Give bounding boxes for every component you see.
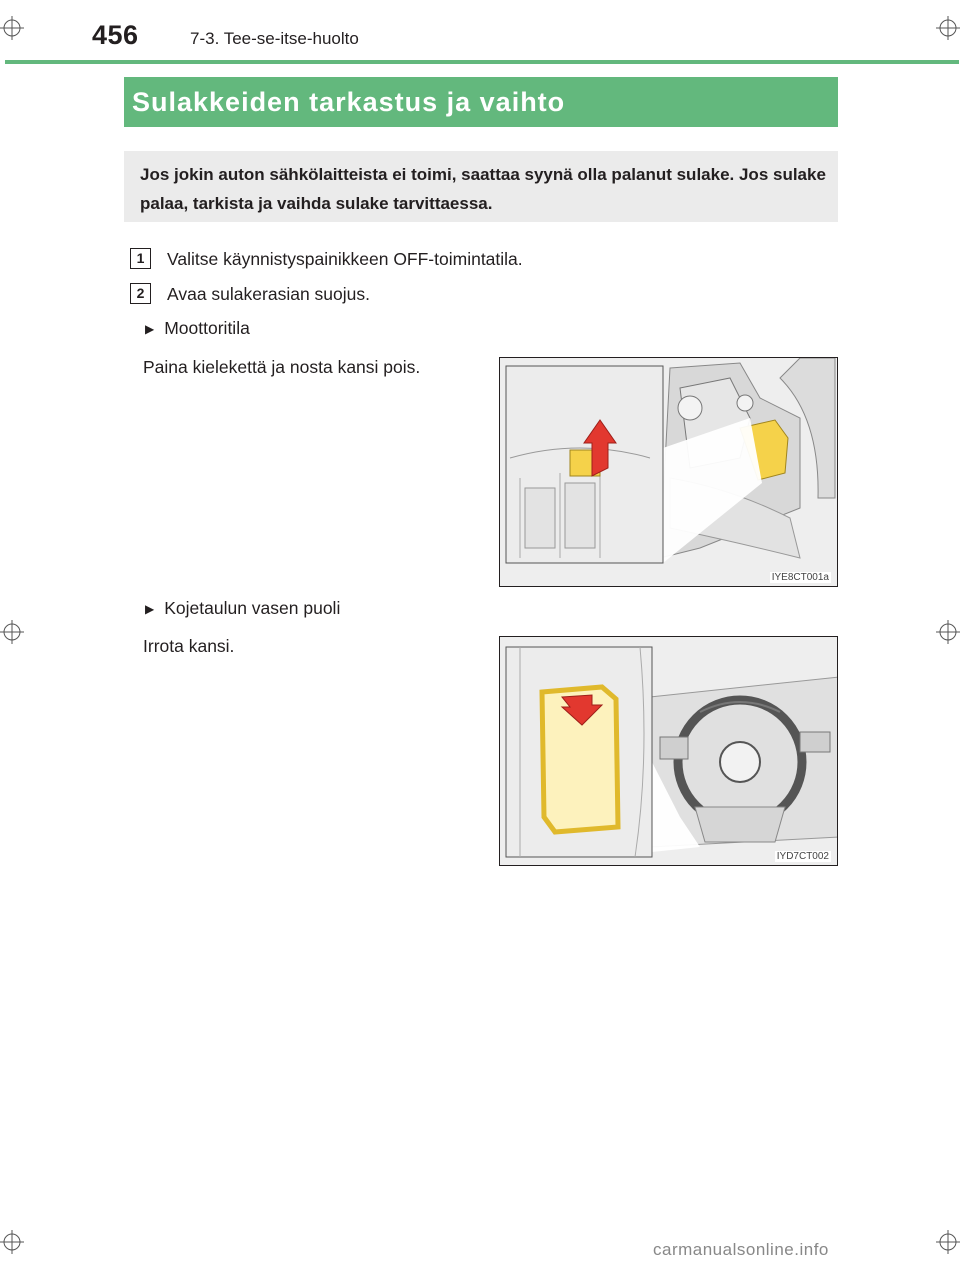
watermark: carmanualsonline.info xyxy=(653,1240,829,1259)
step-text: Valitse käynnistyspainikkeen OFF-toimintatila. xyxy=(167,249,523,269)
triangle-right-icon: ▶ xyxy=(145,601,155,616)
crop-mark-icon xyxy=(0,16,24,40)
figure-code: IYD7CT002 xyxy=(776,851,829,862)
intro-box: Jos jokin auton sähkölaitteista ei toimi, saattaa syynä olla palanut sulake. Jos sulake palaa, tarkista ja vaihda sulake tarvittaessa. xyxy=(124,151,838,222)
crop-mark-icon xyxy=(0,620,24,644)
dashboard-fuse-cover-illustration xyxy=(499,636,838,866)
subsection-heading-text: Kojetaulun vasen puoli xyxy=(164,598,341,618)
step-number: 1 xyxy=(130,248,151,269)
step-text: Avaa sulakerasian suojus. xyxy=(167,284,370,304)
engine-fuse-box-illustration xyxy=(499,357,838,587)
instruction-text: Paina kielekettä ja nosta kansi pois. xyxy=(143,357,421,377)
crop-mark-icon xyxy=(936,16,960,40)
step-number: 2 xyxy=(130,283,151,304)
header-rule xyxy=(5,60,959,64)
crop-mark-icon xyxy=(0,1230,24,1254)
section-title: 7-3. Tee-se-itse-huolto xyxy=(190,29,359,48)
page-title-bar xyxy=(124,77,838,127)
subsection-heading xyxy=(145,598,340,619)
subsection-heading xyxy=(145,318,250,339)
triangle-right-icon: ▶ xyxy=(145,321,155,336)
crop-mark-icon xyxy=(936,1230,960,1254)
crop-mark-icon xyxy=(936,620,960,644)
subsection-heading-text: Moottoritila xyxy=(164,318,250,338)
instruction-text: Irrota kansi. xyxy=(143,636,235,656)
page-title: Sulakkeiden tarkastus ja vaihto xyxy=(132,86,566,117)
page-number: 456 xyxy=(92,20,139,50)
figure-code: IYE8CT001a xyxy=(771,572,829,583)
